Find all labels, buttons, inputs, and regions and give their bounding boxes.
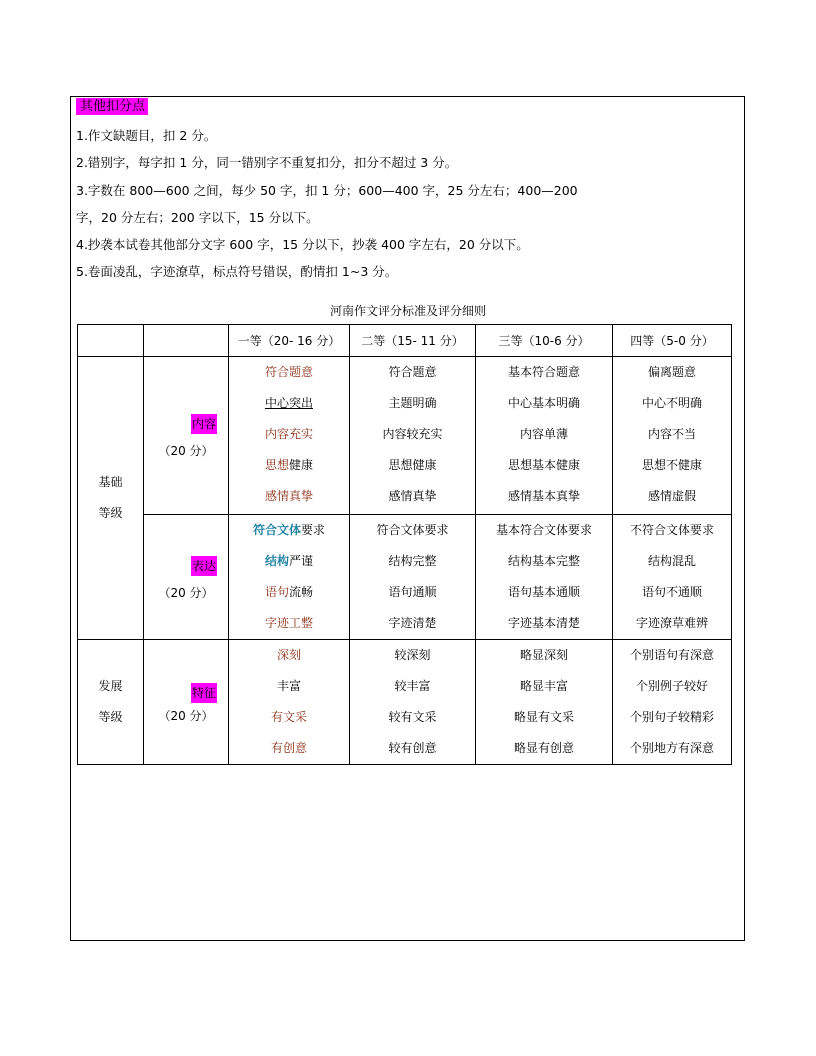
- basic-level-label-2: 等级: [98, 506, 123, 520]
- item-text: 略显有创意: [513, 741, 574, 755]
- item-text: 结构完整: [388, 554, 437, 568]
- item-text: 主题明确: [388, 396, 437, 410]
- expression-label: 表达: [191, 556, 217, 576]
- item-text: 符合文体要求: [376, 523, 449, 537]
- expression-score: （20 分）: [158, 585, 214, 600]
- item-text-b: 健康: [289, 458, 314, 472]
- item-text: 较有创意: [388, 741, 437, 755]
- expression-grade-2: [350, 515, 476, 640]
- item-text: 内容较充实: [382, 427, 443, 441]
- deduction-line-1: 1.作文缺题目，扣 2 分。: [76, 128, 217, 143]
- deduction-line-2: 2.错别字，每字扣 1 分，同一错别字不重复扣分，扣分不超过 3 分。: [76, 155, 458, 170]
- item-text: 感情虚假: [647, 489, 696, 503]
- item-text: 较有文采: [388, 710, 437, 724]
- deduction-title: 其他扣分点: [76, 98, 148, 115]
- item-text: 感情真挚: [264, 489, 313, 503]
- item-text: 较深刻: [394, 648, 431, 662]
- item-text: 基本符合文体要求: [495, 523, 592, 537]
- item-text: 中心不明确: [641, 396, 702, 410]
- item-text: 有文采: [270, 710, 307, 724]
- item-text: 中心突出: [264, 396, 313, 410]
- item-text: 感情真挚: [388, 489, 437, 503]
- item-text: 语句不通顺: [641, 585, 702, 599]
- content-grade-2: [350, 357, 476, 515]
- expression-grade-3: [476, 515, 613, 640]
- item-text: 内容不当: [647, 427, 696, 441]
- header-grade-4: 四等（5-0 分）: [613, 325, 732, 357]
- item-text: 字迹基本清楚: [507, 616, 580, 630]
- content-grade-4: [613, 357, 732, 515]
- item-text: 结构混乱: [647, 554, 696, 568]
- item-text: 中心基本明确: [507, 396, 580, 410]
- feature-grade-3: [476, 640, 613, 765]
- item-text: 思想健康: [388, 458, 437, 472]
- item-text: 基本符合题意: [507, 365, 580, 379]
- item-text: 不符合文体要求: [629, 523, 714, 537]
- item-text-b: 要求: [301, 523, 326, 537]
- item-text: 深刻: [276, 648, 301, 662]
- feature-category-cell: [144, 640, 229, 765]
- item-text: 略显有文采: [513, 710, 574, 724]
- item-text: 字迹工整: [264, 616, 313, 630]
- rubric-title: 河南作文评分标准及评分细则: [329, 304, 486, 318]
- feature-score: （20 分）: [158, 708, 214, 723]
- content-score: （20 分）: [158, 444, 214, 458]
- deduction-line-6: 5.卷面凌乱，字迹潦草，标点符号错误，酌情扣 1~3 分。: [76, 264, 398, 279]
- feature-label: 特征: [191, 683, 217, 703]
- item-text: 偏离题意: [647, 365, 696, 379]
- expression-grade-1: [229, 515, 350, 640]
- item-text: 有创意: [270, 741, 307, 755]
- item-text: 略显深刻: [519, 648, 568, 662]
- item-text: 内容充实: [264, 427, 313, 441]
- item-text: 字迹清楚: [388, 616, 437, 630]
- item-text-a: 语句: [264, 585, 289, 599]
- header-blank-2: [144, 325, 229, 357]
- item-text: 思想基本健康: [507, 458, 580, 472]
- item-text: 个别地方有深意: [629, 741, 714, 755]
- item-text: 字迹潦草难辨: [635, 616, 708, 630]
- item-text: 略显丰富: [519, 679, 568, 693]
- item-text: 个别语句有深意: [629, 648, 714, 662]
- item-text-b: 严谨: [289, 554, 314, 568]
- item-text: 个别例子较好: [635, 679, 708, 693]
- content-grade-1: [229, 357, 350, 515]
- item-text: 感情基本真挚: [507, 489, 580, 503]
- item-text-b: 流畅: [289, 585, 314, 599]
- feature-grade-4: [613, 640, 732, 765]
- item-text-a: 结构: [264, 554, 289, 568]
- expression-grade-4: [613, 515, 732, 640]
- feature-row: [78, 640, 732, 765]
- dev-level-label-2: 等级: [98, 710, 123, 724]
- item-text: 较丰富: [394, 679, 431, 693]
- basic-level-cell: [78, 357, 144, 640]
- item-text: 丰富: [276, 679, 301, 693]
- header-blank-1: [78, 325, 144, 357]
- dev-level-cell: [78, 640, 144, 765]
- item-text: 符合题意: [388, 365, 437, 379]
- header-row: [78, 325, 732, 357]
- feature-grade-2: [350, 640, 476, 765]
- deduction-line-3: 3.字数在 800—600 之间，每少 50 字，扣 1 分；600—400 字，25 分左右；400—200: [76, 183, 578, 198]
- expression-row: [78, 515, 732, 640]
- content-row: [78, 357, 732, 515]
- deduction-line-5: 4.抄袭本试卷其他部分文字 600 字，15 分以下，抄袭 400 字左右，20 分以下。: [76, 237, 529, 252]
- rubric-table: [77, 324, 732, 765]
- item-text-a: 符合文体: [252, 523, 301, 537]
- item-text: 语句基本通顺: [507, 585, 580, 599]
- item-text: 个别句子较精彩: [629, 710, 714, 724]
- item-text: 结构基本完整: [507, 554, 580, 568]
- content-grade-3: [476, 357, 613, 515]
- item-text: 符合题意: [264, 365, 313, 379]
- feature-grade-1: [229, 640, 350, 765]
- content-label: 内容: [191, 414, 217, 434]
- expression-category-cell: [144, 515, 229, 640]
- header-grade-1: 一等（20- 16 分）: [229, 325, 350, 357]
- basic-level-label-1: 基础: [98, 475, 123, 489]
- item-text: 内容单薄: [519, 427, 568, 441]
- content-category-cell: [144, 357, 229, 515]
- deduction-line-4: 字，20 分左右；200 字以下，15 分以下。: [76, 210, 319, 225]
- header-grade-3: 三等（10-6 分）: [476, 325, 613, 357]
- dev-level-label-1: 发展: [98, 679, 123, 693]
- item-text: 思想不健康: [641, 458, 702, 472]
- item-text-a: 思想: [264, 458, 289, 472]
- item-text: 语句通顺: [388, 585, 437, 599]
- header-grade-2: 二等（15- 11 分）: [350, 325, 476, 357]
